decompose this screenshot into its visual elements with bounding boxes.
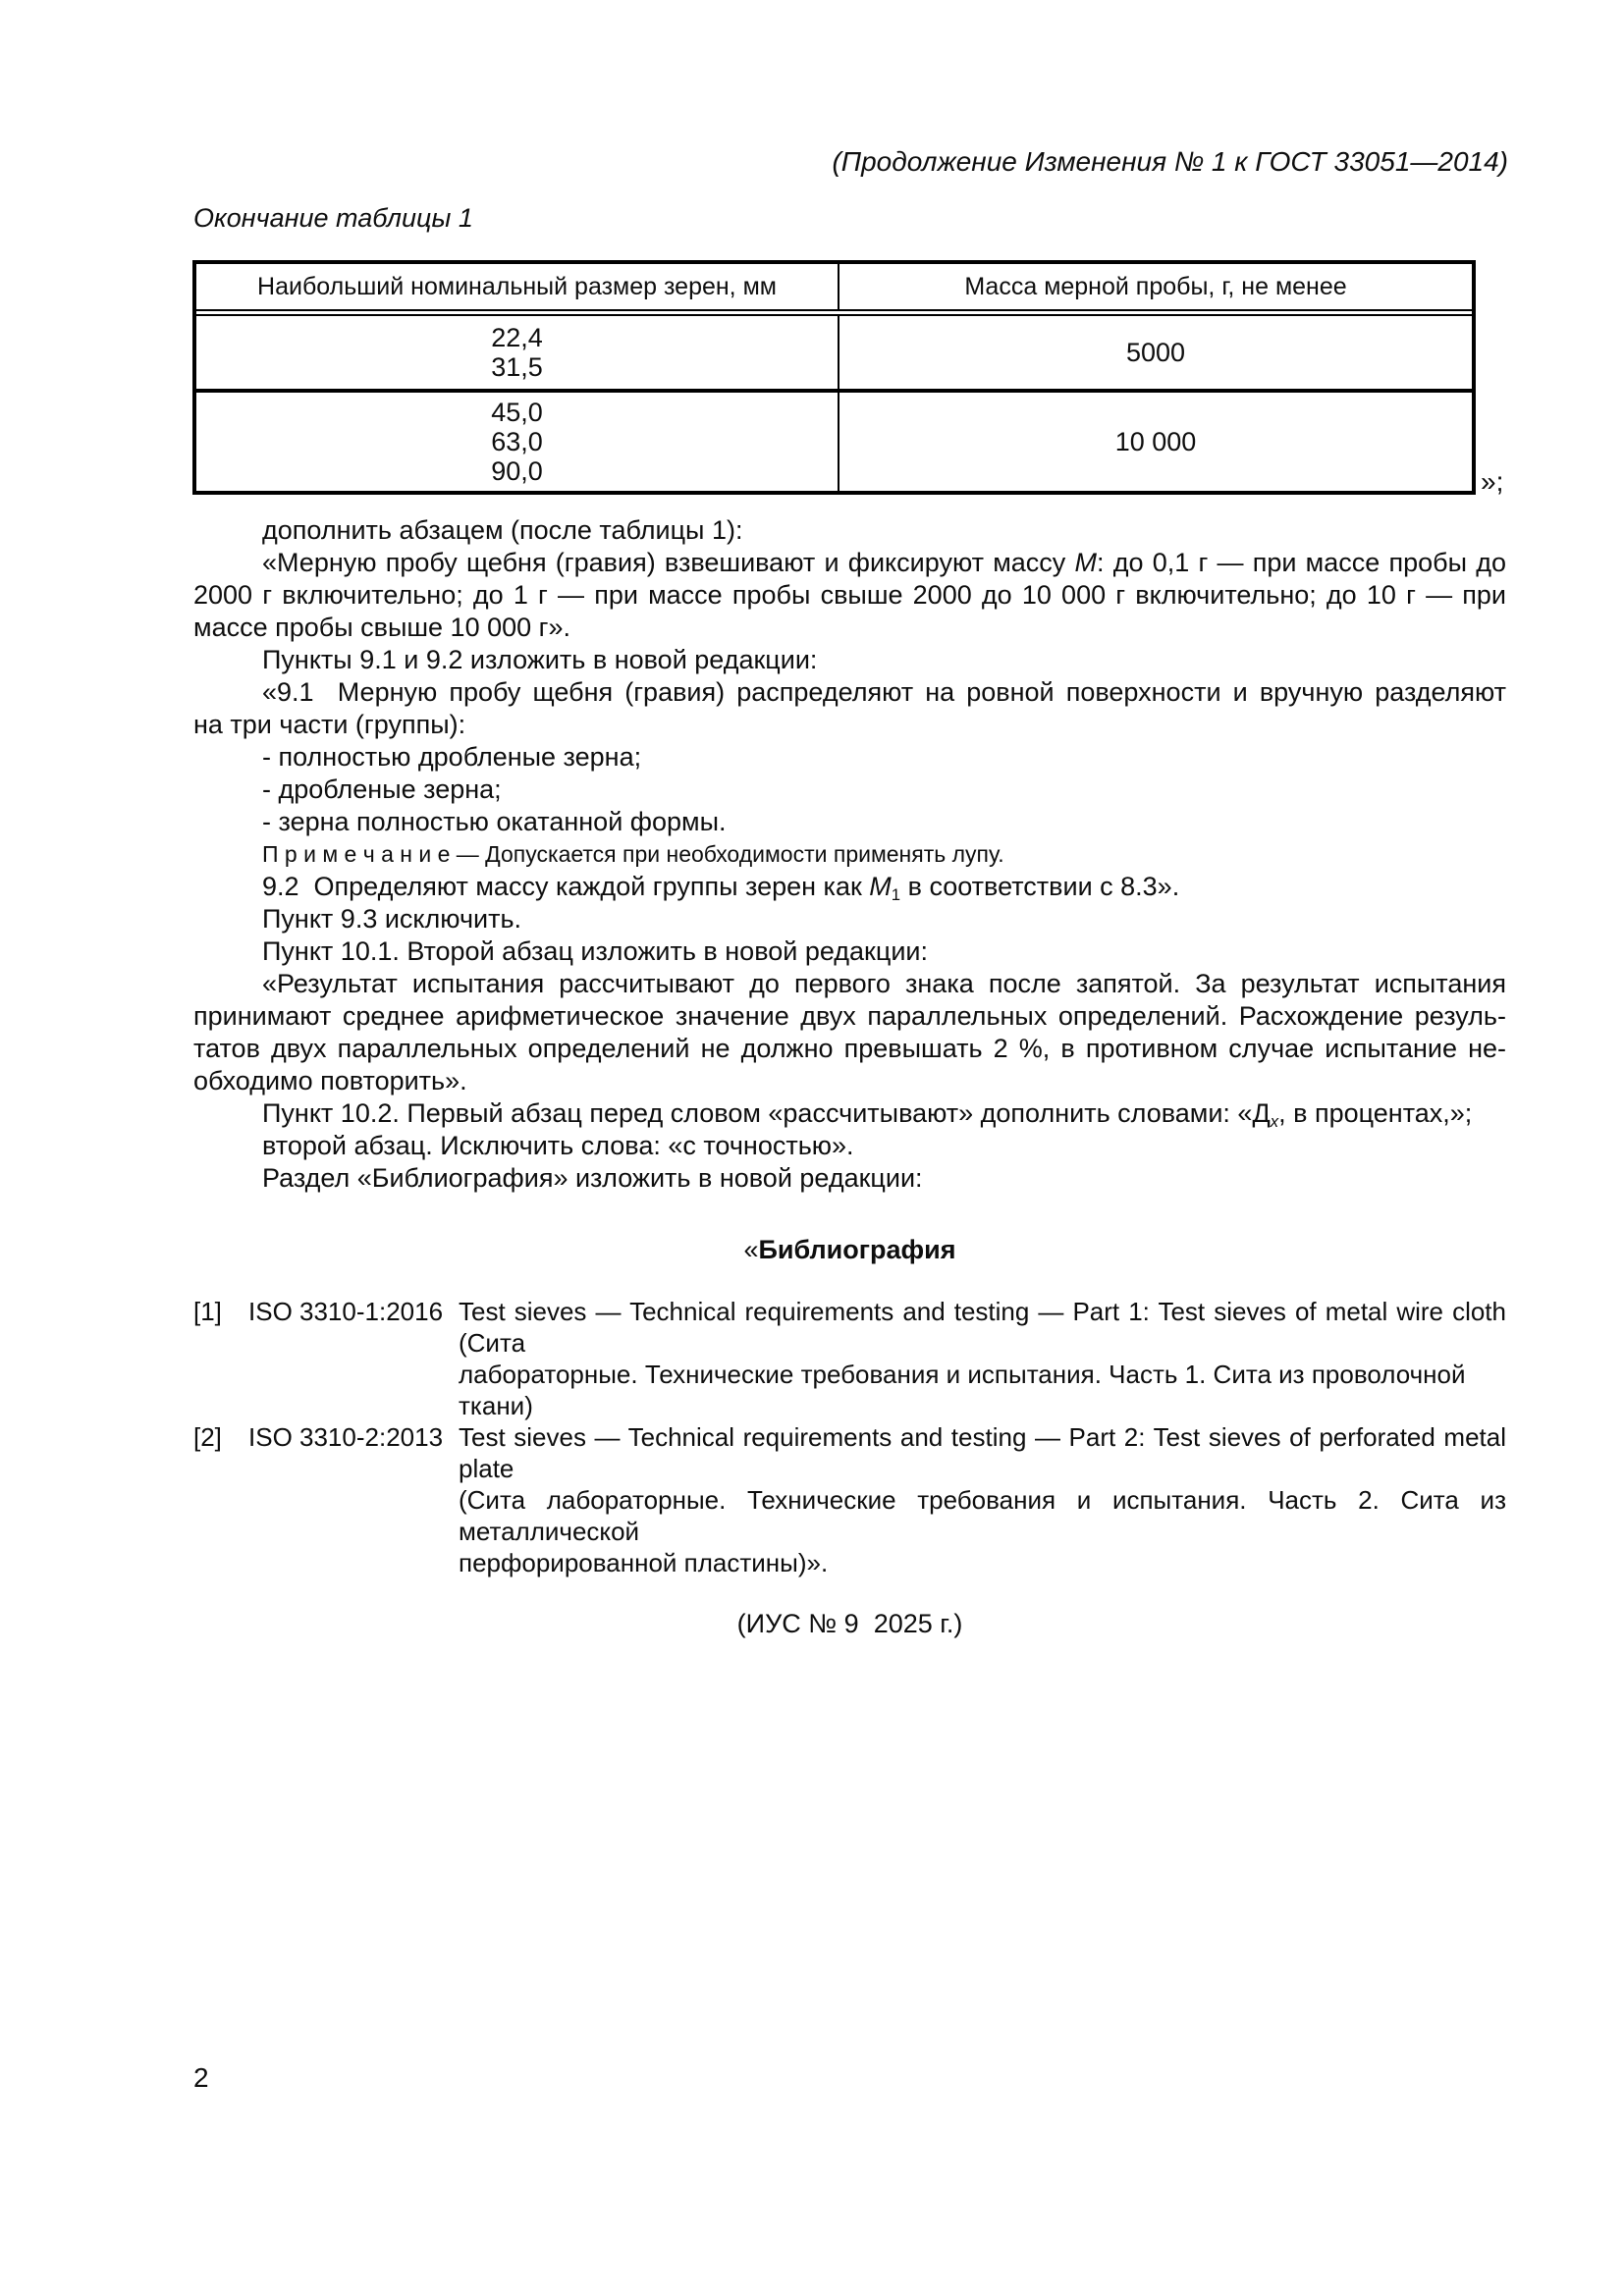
entry-description <box>459 1296 1506 1421</box>
size-value: 22,4 <box>491 323 543 352</box>
note: П р и м е ч а н и е — Допускается при необходимости применять лупу. <box>262 841 1004 867</box>
table-row <box>196 393 1472 491</box>
grain-size-table <box>192 260 1476 495</box>
entry-line: лабораторные. Технические требования и испытания. Часть 1. Сита из проволочной ткани) <box>459 1360 1466 1420</box>
paragraph: дополнить абзацем (после таблицы 1): <box>262 515 743 545</box>
text-run: 9.2 Определяют массу каждой группы зерен как <box>262 872 870 901</box>
bibliography-title: Библиография <box>758 1235 956 1264</box>
text-run: в соответствии с 8.3». <box>900 872 1180 901</box>
table-header-size: Наибольший номинальный размер зерен, мм <box>196 264 839 309</box>
paragraph-line: обходимо повторить». <box>193 1066 467 1095</box>
paragraph-line: «9.1 Мерную пробу щебня (гравия) распределяют на ровной поверхности и вручную разделяют <box>262 677 1506 707</box>
text-run: Пункт 10.2. Первый абзац перед словом «рассчитывают» дополнить словами: «Д <box>262 1098 1271 1128</box>
running-head: (Продолжение Изменения № 1 к ГОСТ 33051—2014) <box>832 146 1508 177</box>
table-row <box>196 316 1472 393</box>
page-number: 2 <box>193 2062 209 2093</box>
paragraph-line: 2000 г включительно; до 1 г — при массе пробы свыше 2000 до 10 000 г включительно; до 10 г — при <box>193 580 1506 610</box>
paragraph-line: «Результат испытания рассчитывают до первого знака после запятой. За результат испытания <box>262 969 1506 998</box>
entry-standard-id: ISO 3310-2:2013 <box>248 1422 444 1452</box>
paragraph: Раздел «Библиография» изложить в новой редакции: <box>262 1163 923 1193</box>
entry-line: Test sieves — Technical requirements and testing — Part 2: Test sieves of perforated metal plate <box>459 1422 1506 1483</box>
list-item: - зерна полностью окатанной формы. <box>262 807 727 836</box>
paragraph: второй абзац. Исключить слова: «с точностью». <box>262 1131 854 1160</box>
entry-description <box>459 1421 1506 1578</box>
table-caption: Окончание таблицы 1 <box>193 203 473 233</box>
subscript-x: х <box>1270 1111 1279 1131</box>
table-header-row <box>196 264 1472 316</box>
paragraph: Пункт 10.1. Второй абзац изложить в новой редакции: <box>262 936 928 966</box>
paragraph-10-2 <box>193 1097 1506 1130</box>
amendment-body <box>193 514 1506 1640</box>
opening-quote-mark: « <box>743 1235 759 1264</box>
paragraph-line: татов двух параллельных определений не должно превышать 2 %, в противном случае испытание не- <box>193 1034 1506 1063</box>
paragraph-line: на три части (группы): <box>193 710 466 739</box>
mass-value-cell <box>839 316 1472 389</box>
mass-value-cell <box>839 393 1472 491</box>
text-run: «Мерную пробу щебня (гравия) взвешивают и фиксируют массу <box>262 548 1075 577</box>
entry-line: Test sieves — Technical requirements and testing — Part 1: Test sieves of metal wire cloth (Сита <box>459 1297 1506 1358</box>
variable-m: М <box>1074 548 1097 577</box>
paragraph-line <box>193 547 1506 579</box>
paragraph-9-2 <box>193 871 1506 903</box>
table-header-mass: Масса мерной пробы, г, не менее <box>964 273 1347 300</box>
mass-value: 10 000 <box>1114 427 1197 456</box>
bibliography-list <box>193 1296 1506 1578</box>
paragraph-result <box>193 968 1506 1097</box>
entry-standard-id: ISO 3310-1:2016 <box>248 1297 444 1326</box>
size-value: 31,5 <box>491 352 543 382</box>
size-values-cell <box>196 316 839 389</box>
bibliography-entry <box>193 1421 1506 1578</box>
bibliography-heading <box>193 1234 1506 1266</box>
bibliography-entry <box>193 1296 1506 1421</box>
entry-number: [2] <box>193 1422 222 1452</box>
size-value: 63,0 <box>491 427 543 456</box>
entry-number: [1] <box>193 1297 222 1326</box>
paragraph: Пункты 9.1 и 9.2 изложить в новой редакции: <box>262 645 818 674</box>
paragraph-line: принимают среднее арифметическое значение двух параллельных определений. Расхождение резуль- <box>193 1001 1506 1031</box>
paragraph: Пункт 9.3 исключить. <box>262 904 522 934</box>
size-value: 45,0 <box>491 398 543 427</box>
list-item: - полностью дробленые зерна; <box>262 742 642 772</box>
paragraph-weighing <box>193 547 1506 644</box>
variable-m: М <box>869 872 892 901</box>
list-item: - дробленые зерна; <box>262 774 502 804</box>
closing-quote-mark: »; <box>1481 466 1504 497</box>
entry-line: (Сита лабораторные. Технические требования и испытания. Часть 2. Сита из металлической <box>459 1485 1506 1546</box>
paragraph-line: массе пробы свыше 10 000 г». <box>193 613 570 642</box>
mass-value: 5000 <box>1125 338 1186 367</box>
subscript-1: 1 <box>891 884 901 904</box>
text-run: , в процентах,»; <box>1278 1098 1473 1128</box>
entry-line: перфорированной пластины)». <box>459 1548 829 1577</box>
ius-issue-note: (ИУС № 9 2025 г.) <box>736 1609 963 1638</box>
size-value: 90,0 <box>491 456 543 486</box>
paragraph-9-1 <box>193 676 1506 741</box>
text-run: : до 0,1 г — при массе пробы до <box>1096 548 1506 577</box>
size-values-cell <box>196 393 839 491</box>
